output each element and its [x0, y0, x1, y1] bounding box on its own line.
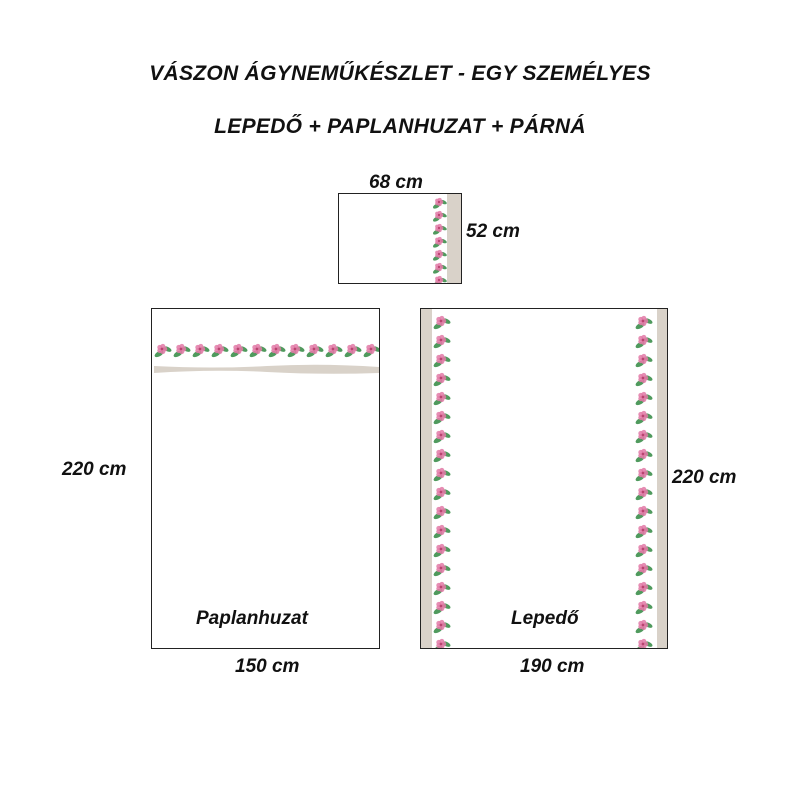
pillow-width-label: 68 cm	[369, 172, 423, 193]
flower-motif	[635, 544, 654, 559]
flower-motif	[154, 344, 173, 359]
flower-motif	[433, 506, 452, 521]
flower-motif	[635, 620, 654, 635]
flower-motif	[433, 392, 452, 407]
flower-motif	[635, 506, 654, 521]
flower-motif	[363, 344, 380, 359]
flower-motif	[433, 373, 452, 388]
flower-motif	[635, 392, 654, 407]
flower-motif	[230, 344, 249, 359]
flower-motif	[635, 601, 654, 616]
flower-motif	[635, 449, 654, 464]
sheet-height-label: 220 cm	[672, 467, 737, 488]
flower-motif	[211, 344, 230, 359]
flower-motif	[344, 344, 363, 359]
flower-motif	[433, 544, 452, 559]
flower-motif	[287, 344, 306, 359]
pillow-case	[338, 193, 462, 284]
flower-motif	[635, 563, 654, 578]
flower-motif	[433, 525, 452, 540]
flower-motif	[433, 487, 452, 502]
flower-motif	[635, 316, 654, 331]
flower-motif	[433, 620, 452, 635]
title-line-1: VÁSZON ÁGYNEMŰKÉSZLET - EGY SZEMÉLYES	[149, 62, 651, 85]
pillow-flower-strip	[339, 194, 462, 284]
duvet-name-label: Paplanhuzat	[196, 608, 308, 629]
flower-motif	[635, 639, 654, 649]
flower-motif	[635, 430, 654, 445]
flower-motif	[433, 430, 452, 445]
sheet	[420, 308, 668, 649]
flower-motif	[432, 250, 447, 262]
flower-motif	[432, 211, 447, 223]
flower-motif	[433, 411, 452, 426]
duvet-flower-border	[152, 309, 380, 649]
flower-motif	[635, 335, 654, 350]
duvet-height-label: 220 cm	[62, 459, 127, 480]
flower-motif	[433, 335, 452, 350]
flower-motif	[433, 468, 452, 483]
sheet-name-label: Lepedő	[511, 608, 579, 629]
flower-motif	[306, 344, 325, 359]
flower-motif	[635, 525, 654, 540]
flower-motif	[635, 373, 654, 388]
flower-motif	[433, 582, 452, 597]
flower-motif	[635, 468, 654, 483]
pillow-height-label: 52 cm	[466, 221, 520, 242]
flower-motif	[432, 263, 447, 275]
flower-motif	[192, 344, 211, 359]
duvet-width-label: 150 cm	[235, 656, 300, 677]
duvet-cover	[151, 308, 380, 649]
flower-motif	[432, 237, 447, 249]
flower-motif	[433, 316, 452, 331]
sheet-width-label: 190 cm	[520, 656, 585, 677]
flower-motif	[173, 344, 192, 359]
flower-motif	[433, 354, 452, 369]
flower-motif	[432, 224, 447, 236]
flower-motif	[635, 582, 654, 597]
flower-motif	[249, 344, 268, 359]
flower-motif	[325, 344, 344, 359]
flower-motif	[432, 198, 447, 210]
flower-motif	[635, 411, 654, 426]
flower-motif	[268, 344, 287, 359]
flower-motif	[433, 601, 452, 616]
flower-motif	[433, 449, 452, 464]
flower-motif	[432, 276, 447, 284]
flower-motif	[635, 487, 654, 502]
flower-motif	[635, 354, 654, 369]
duvet-linen-band	[154, 365, 379, 374]
flower-motif	[433, 639, 452, 649]
sheet-flower-borders	[421, 309, 668, 649]
title-line-2: LEPEDŐ + PAPLANHUZAT + PÁRNÁ	[214, 115, 586, 138]
flower-motif	[433, 563, 452, 578]
